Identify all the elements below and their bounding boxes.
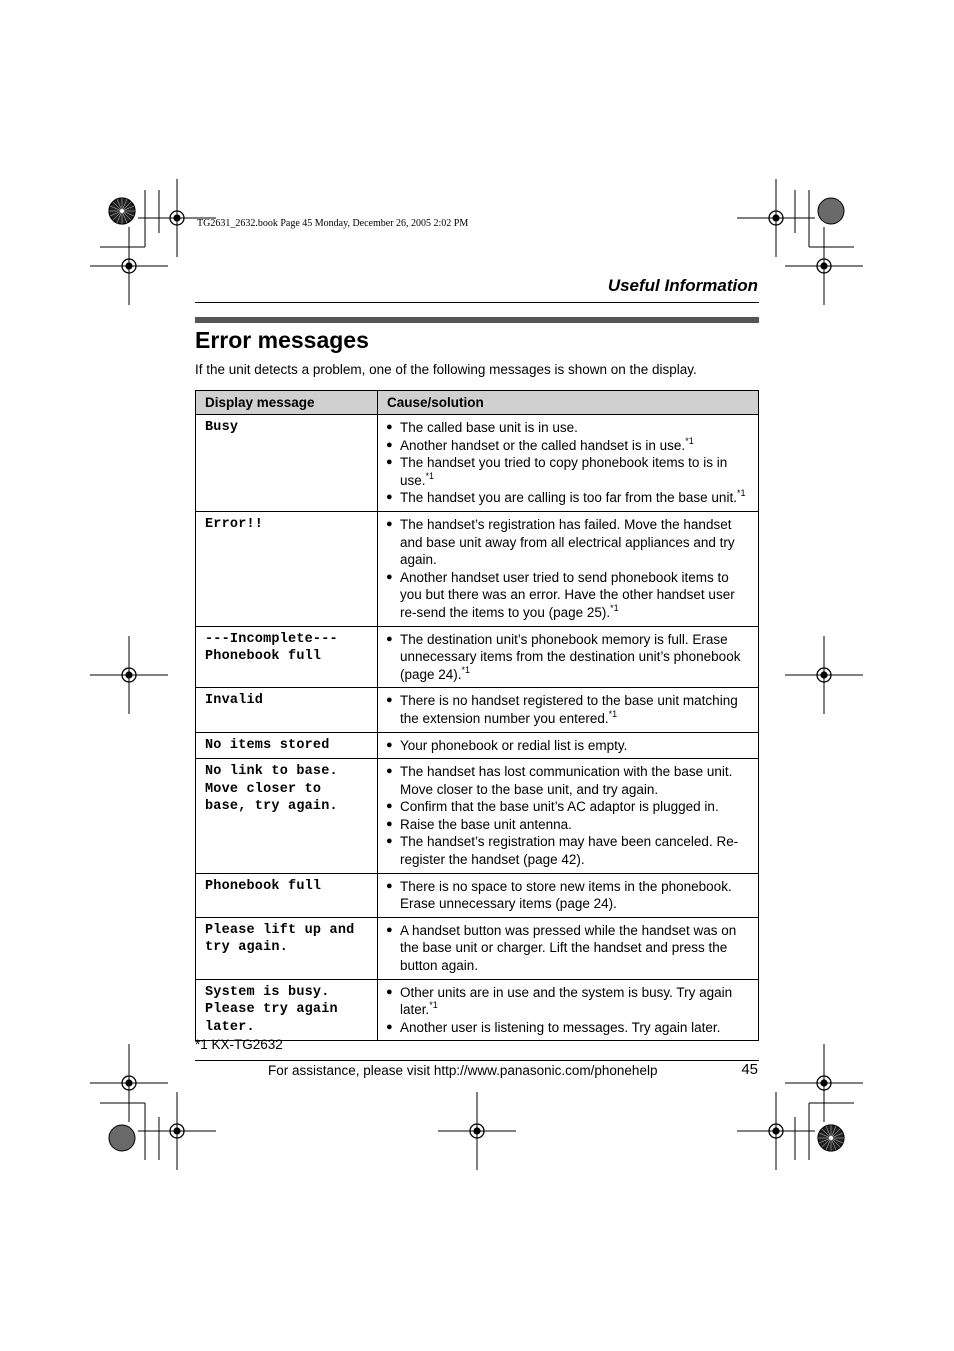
display-message-line: No link to base. [205,764,338,780]
cause-item [386,922,750,975]
table-row [196,732,759,759]
footer-rule [195,1060,759,1061]
page-title: Error messages [195,327,369,353]
cause-text-wrap [400,569,750,622]
crosshair-mark [90,1044,168,1122]
cause-item [386,569,750,622]
crosshair-mark [138,1092,216,1170]
footnote-reference: *1 [429,1000,438,1011]
display-message-cell [196,688,378,732]
header-rule [195,302,759,303]
display-message-line: Please lift up and [205,922,355,938]
bullet-icon: ● [386,517,393,530]
crosshair-mark [785,1044,863,1122]
book-info-line: TG2631_2632.book Page 45 Monday, December 26, 2005 2:02 PM [197,218,469,229]
cause-text: There is no handset registered to the base unit matching the extension number you entered. [400,693,738,726]
footnote-reference: *1 [425,470,435,481]
bullet-icon: ● [386,421,393,433]
display-message-cell [196,979,378,1041]
sunburst-mark-top-left [109,198,135,224]
cause-item [386,516,750,569]
table-row [196,759,759,874]
display-message-cell [196,873,378,917]
cause-item [386,692,750,727]
table-row [196,979,759,1041]
table-row [196,917,759,979]
cause-solution-cell [378,626,759,688]
bullet-icon: ● [386,1020,393,1033]
footnote-reference: *1 [461,664,471,675]
cause-solution-cell [378,688,759,732]
color-dot-bottom-left [109,1125,135,1151]
footnote-reference: *1 [736,488,746,499]
cause-text: The handset’s registration may have been canceled. Re-register the handset (page 42). [400,834,739,868]
display-message-line: System is busy. [205,984,330,1000]
cause-text-wrap [400,419,750,437]
cause-item [386,878,750,913]
bullet-icon: ● [386,800,393,813]
display-message-line: later. [205,1019,255,1035]
table-row [196,873,759,917]
display-message-cell [196,917,378,979]
crosshair-mark [785,227,863,305]
bullet-icon: ● [386,923,393,936]
title-bar-rule [195,317,759,323]
cause-text-wrap [400,833,750,868]
display-message-line: base, try again. [205,799,338,815]
crosshair-mark [438,1092,516,1170]
footnote-reference: *1 [608,708,618,719]
cause-solution-cell [378,759,759,874]
cause-solution-cell [378,511,759,626]
cause-solution-cell [378,732,759,759]
bullet-icon: ● [386,985,393,998]
cause-text-wrap [400,631,750,684]
display-message-line: Busy [205,420,239,435]
cause-text-wrap [400,737,750,755]
cause-text: The destination unit’s phonebook memory is full. Erase unnecessary items from the destination unit’s phonebook (page 24). [400,631,741,682]
bullet-icon: ● [386,456,393,469]
display-message-line: Phonebook full [205,878,322,894]
cause-solution-cell [378,873,759,917]
display-message-cell [196,511,378,626]
cause-text-wrap [400,763,750,798]
cause-text: Other units are in use and the system is busy. Try again later. [400,984,733,1018]
cause-text: Another handset or the called handset is in use. [400,437,686,453]
bullet-icon: ● [386,817,393,830]
cause-text-wrap [400,516,750,569]
cause-item [386,437,750,455]
bullet-icon: ● [386,438,393,451]
cause-text-wrap [400,692,750,727]
table-row [196,415,759,512]
cause-text: Raise the base unit antenna. [400,816,572,832]
cause-text: Confirm that the base unit’s AC adaptor is plugged in. [400,799,719,815]
crosshair-mark [90,227,168,305]
display-message-line: Please try again [205,1002,338,1018]
cause-text: Your phonebook or redial list is empty. [400,737,628,753]
cause-item [386,737,750,755]
cause-text: The handset has lost communication with the base unit. Move closer to the base unit, and try again. [400,764,733,797]
bullet-icon: ● [386,632,393,645]
cause-item [386,763,750,798]
bullet-icon: ● [386,491,393,504]
bullet-icon: ● [386,879,393,892]
bullet-icon: ● [386,835,393,848]
cause-item [386,816,750,834]
cause-text-wrap [400,816,750,834]
cause-text: The handset you are calling is too far from the base unit. [400,490,737,506]
cause-text-wrap [400,984,750,1019]
cause-text: Another user is listening to messages. Try again later. [400,1019,721,1035]
cause-item [386,984,750,1019]
cause-solution-cell [378,415,759,512]
cause-text-wrap [400,878,750,913]
cause-text-wrap [400,454,750,489]
bullet-icon: ● [386,694,393,707]
bullet-icon: ● [386,765,393,778]
display-message-line: try again. [205,940,289,956]
assistance-text: For assistance, please visit http://www.panasonic.com/phonehelp [268,1063,658,1078]
cause-text-wrap [400,1019,750,1037]
footnote: *1 KX-TG2632 [195,1037,283,1052]
display-message-cell [196,732,378,759]
display-message-line: No items stored [205,737,330,753]
crosshair-mark [785,636,863,714]
cause-item [386,631,750,684]
cause-item [386,419,750,437]
display-message-line: Error!! [205,516,264,532]
cause-solution-cell [378,917,759,979]
cause-item [386,1019,750,1037]
display-message-line: Move closer to [205,781,322,797]
display-message-cell [196,626,378,688]
cause-text: The called base unit is in use. [400,420,578,435]
cause-solution-cell [378,979,759,1041]
page-number: 45 [741,1061,758,1078]
bullet-icon: ● [386,570,393,583]
table-header-row [196,391,759,415]
cause-text-wrap [400,489,750,507]
table-row [196,626,759,688]
cause-text: A handset button was pressed while the handset was on the base unit or charger. Lift the handset and press the button again. [400,922,737,974]
crosshair-mark [737,179,815,257]
cause-text-wrap [400,798,750,816]
cause-text-wrap [400,437,750,455]
cause-item [386,798,750,816]
footnote-reference: *1 [610,602,619,613]
cause-text-wrap [400,922,750,975]
display-message-line: Invalid [205,693,264,709]
cause-item [386,833,750,868]
display-message-line: Phonebook full [205,649,322,665]
table-row [196,688,759,732]
crosshair-mark [90,636,168,714]
cause-item [386,489,750,507]
cause-text: The handset you tried to copy phonebook items to is in use. [400,455,728,488]
intro-text: If the unit detects a problem, one of the following messages is shown on the display. [195,362,697,377]
display-message-line: ---Incomplete--- [205,631,338,647]
cause-text: There is no space to store new items in the phonebook. Erase unnecessary items (page 24). [400,878,732,912]
display-message-cell [196,415,378,512]
color-dot-top-right [818,198,844,224]
table-row [196,511,759,626]
cause-item [386,454,750,489]
sunburst-mark-bottom-right [818,1125,844,1151]
section-title: Useful Information [607,276,758,295]
column-header-cause-solution: Cause/solution [378,391,759,415]
bullet-icon: ● [386,738,393,751]
display-message-cell [196,759,378,874]
cause-text: Another handset user tried to send phonebook items to you but there was an error. Have the other handset user re-send the items to you (page 25). [400,569,735,620]
cause-text: The handset’s registration has failed. Move the handset and base unit away from all electrical appliances and try again. [400,516,735,568]
crosshair-mark [737,1092,815,1170]
error-messages-table [195,390,759,1041]
footnote-reference: *1 [685,435,694,446]
column-header-display-message: Display message [196,391,378,415]
